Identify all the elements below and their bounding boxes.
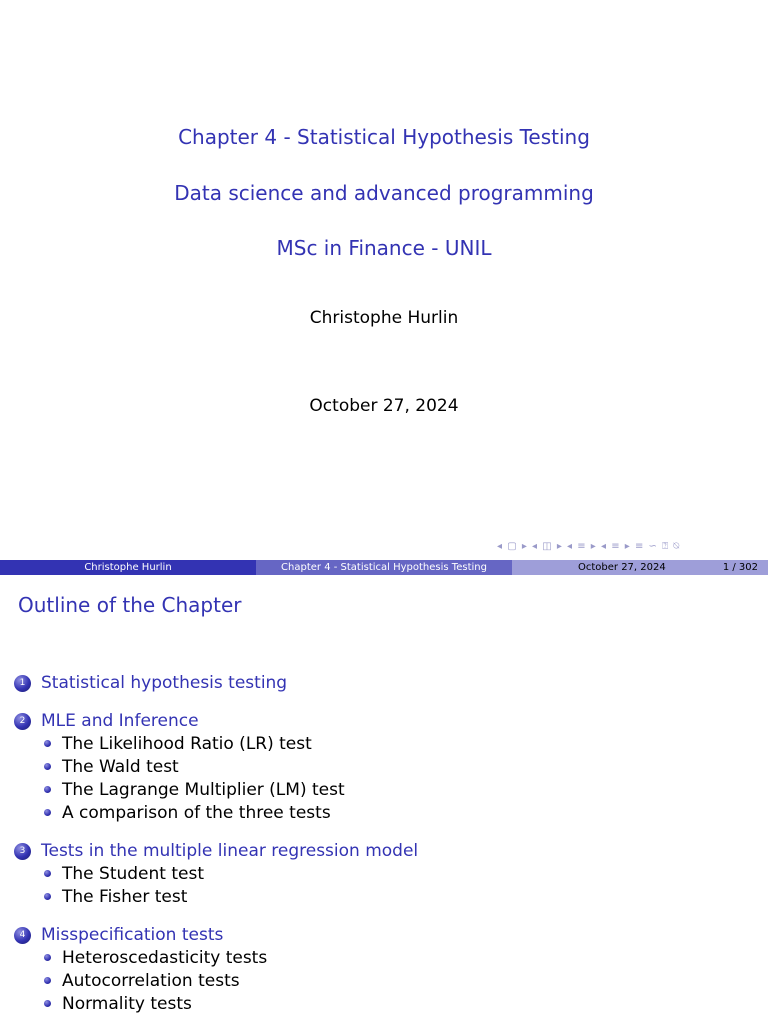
outline-subsection-list — [14, 862, 418, 908]
outline-subsection-label[interactable]: Autocorrelation tests — [62, 970, 240, 991]
bullet-icon — [44, 977, 51, 984]
outline-section — [14, 924, 418, 1015]
bullet-icon — [44, 740, 51, 747]
outline-section-row[interactable] — [14, 672, 418, 694]
outline-subsection[interactable] — [14, 969, 418, 992]
outline-section — [14, 710, 418, 824]
outline-section — [14, 840, 418, 908]
outline-subsection[interactable] — [14, 862, 418, 885]
beamer-navigation-icons[interactable]: ◂ ▢ ▸ ◂ ◫ ▸ ◂ ≡ ▸ ◂ ≡ ▸ ≡ ∽ ⍰ ⍉ — [497, 541, 681, 552]
section-number-ball-icon: 4 — [14, 927, 31, 944]
outline-subsection-label[interactable]: The Fisher test — [62, 886, 188, 907]
bullet-icon — [44, 893, 51, 900]
section-number-ball-icon: 1 — [14, 675, 31, 692]
outline-subsection-label[interactable]: Heteroscedasticity tests — [62, 947, 268, 968]
outline-subsection[interactable] — [14, 992, 418, 1015]
presentation-title: Chapter 4 - Statistical Hypothesis Testing — [178, 125, 590, 149]
outline-subsection-list — [14, 732, 418, 824]
institute: MSc in Finance - UNIL — [276, 236, 492, 260]
outline-slide — [0, 576, 768, 1024]
footer-title: Chapter 4 - Statistical Hypothesis Testing — [256, 560, 512, 575]
bullet-icon — [44, 870, 51, 877]
outline-subsection[interactable] — [14, 885, 418, 908]
outline-subsection[interactable] — [14, 732, 418, 755]
outline-section-label[interactable]: MLE and Inference — [41, 711, 199, 731]
outline-subsection[interactable] — [14, 755, 418, 778]
footer-author: Christophe Hurlin — [0, 560, 256, 575]
outline-subsection-label[interactable]: Normality tests — [62, 993, 192, 1014]
presentation-subtitle: Data science and advanced programming — [174, 181, 594, 205]
outline-subsection-label[interactable]: The Wald test — [62, 756, 179, 777]
outline-subsection[interactable] — [14, 946, 418, 969]
outline-section-label[interactable]: Tests in the multiple linear regression model — [41, 841, 419, 861]
date: October 27, 2024 — [309, 396, 459, 416]
footer-date: October 27, 2024 — [578, 562, 666, 573]
bullet-icon — [44, 954, 51, 961]
outline-subsection[interactable] — [14, 778, 418, 801]
footer-page-number: 1 / 302 — [722, 562, 758, 573]
outline-section-row[interactable] — [14, 840, 418, 862]
footer-date-page — [512, 560, 768, 575]
outline-subsection-label[interactable]: The Likelihood Ratio (LR) test — [62, 733, 312, 754]
frame-title: Outline of the Chapter — [18, 593, 242, 617]
outline-subsection[interactable] — [14, 801, 418, 824]
bullet-icon — [44, 786, 51, 793]
outline-section-row[interactable] — [14, 710, 418, 732]
bullet-icon — [44, 1000, 51, 1007]
outline-subsection-label[interactable]: A comparison of the three tests — [62, 802, 331, 823]
slide-footer — [0, 560, 768, 575]
outline-section-row[interactable] — [14, 924, 418, 946]
outline-section-label[interactable]: Statistical hypothesis testing — [41, 673, 288, 693]
outline-section-label[interactable]: Misspecification tests — [41, 925, 224, 945]
outline-section — [14, 672, 418, 694]
bullet-icon — [44, 809, 51, 816]
section-number-ball-icon: 2 — [14, 713, 31, 730]
outline-list — [14, 672, 418, 1024]
outline-subsection-list — [14, 946, 418, 1015]
outline-subsection-label[interactable]: The Lagrange Multiplier (LM) test — [62, 779, 345, 800]
section-number-ball-icon: 3 — [14, 843, 31, 860]
outline-subsection-label[interactable]: The Student test — [62, 863, 204, 884]
bullet-icon — [44, 763, 51, 770]
author: Christophe Hurlin — [309, 308, 459, 328]
